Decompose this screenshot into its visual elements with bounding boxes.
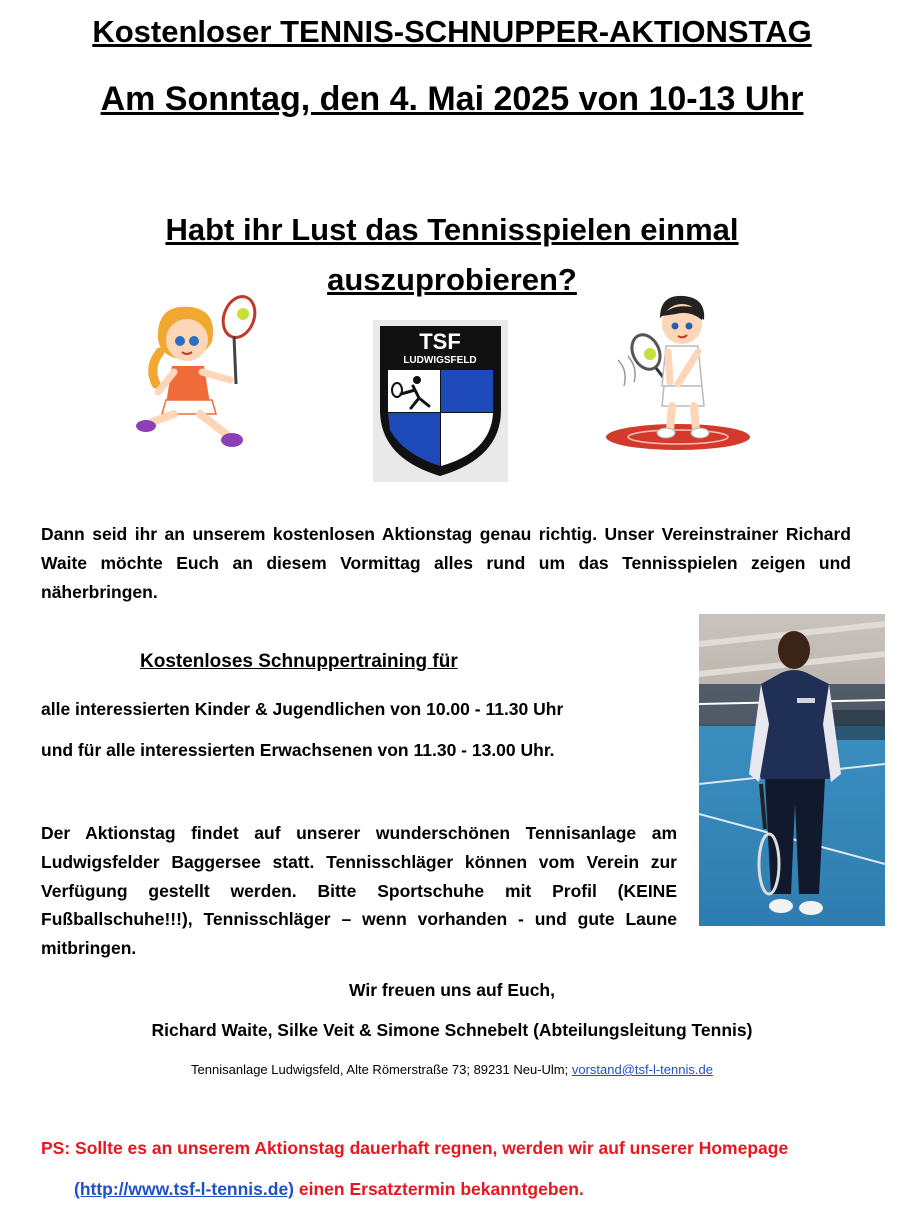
training-heading: Kostenloses Schnuppertraining für [140,651,458,672]
closing-thanks: Wir freuen uns auf Euch, [349,980,555,1000]
signature: Richard Waite, Silke Veit & Simone Schnebelt (Abteilungsleitung Tennis) [151,1020,753,1040]
contact-email-link[interactable]: vorstand@tsf-l-tennis.de [571,1062,713,1077]
girl-tennis-player-illustration [130,292,260,457]
adults-training-time: und für alle interessierten Erwachsenen von 11.30 - 13.00 Uhr. [41,740,555,760]
page-title: Kostenloser TENNIS-SCHNUPPER-AKTIONSTAG [92,14,812,49]
kids-training-time: alle interessierten Kinder & Jugendlichen von 10.00 - 11.30 Uhr [41,699,564,719]
svg-text:TSF: TSF [419,329,461,354]
svg-text:LUDWIGSFELD: LUDWIGSFELD [403,355,477,366]
ps-rain-notice: PS: Sollte es an unserem Aktionstag dauerhaft regnen, werden wir auf unserer Homepage [41,1138,789,1158]
question-heading-line2: auszuprobieren? [327,262,577,297]
intro-paragraph: Dann seid ihr an unserem kostenlosen Aktionstag genau richtig. Unser Vereinstrainer Richard Waite möchte Euch an diesem Vormittag alles rund um das Tennisspielen zeigen und näherbringen. [41,524,851,602]
homepage-link[interactable]: (http://www.tsf-l-tennis.de) [74,1179,295,1199]
ps-rain-notice-line2 [74,1179,584,1200]
tsf-club-logo [373,320,508,482]
ps-rain-notice-end: einen Ersatztermin bekanntgeben. [298,1179,584,1199]
question-heading-line1: Habt ihr Lust das Tennisspielen einmal [165,212,739,247]
boy-tennis-player-illustration [598,290,758,455]
event-date-heading: Am Sonntag, den 4. Mai 2025 von 10-13 Uhr [100,80,804,118]
contact-line [0,1062,904,1077]
trainer-photo [699,614,885,926]
location-paragraph: Der Aktionstag findet auf unserer wunderschönen Tennisanlage am Ludwigsfelder Baggersee statt. Tennisschläger können vom Verein zur Verfügung gestellt werden. Bitte Sportschuhe mit Profil (KEINE Fußballschuhe!!!), Tennisschläger – wenn vorhanden - und gute Laune mitbringen. [41,823,677,959]
contact-address: Tennisanlage Ludwigsfeld, Alte Römerstraße 73; 89231 Neu-Ulm; [191,1062,569,1077]
